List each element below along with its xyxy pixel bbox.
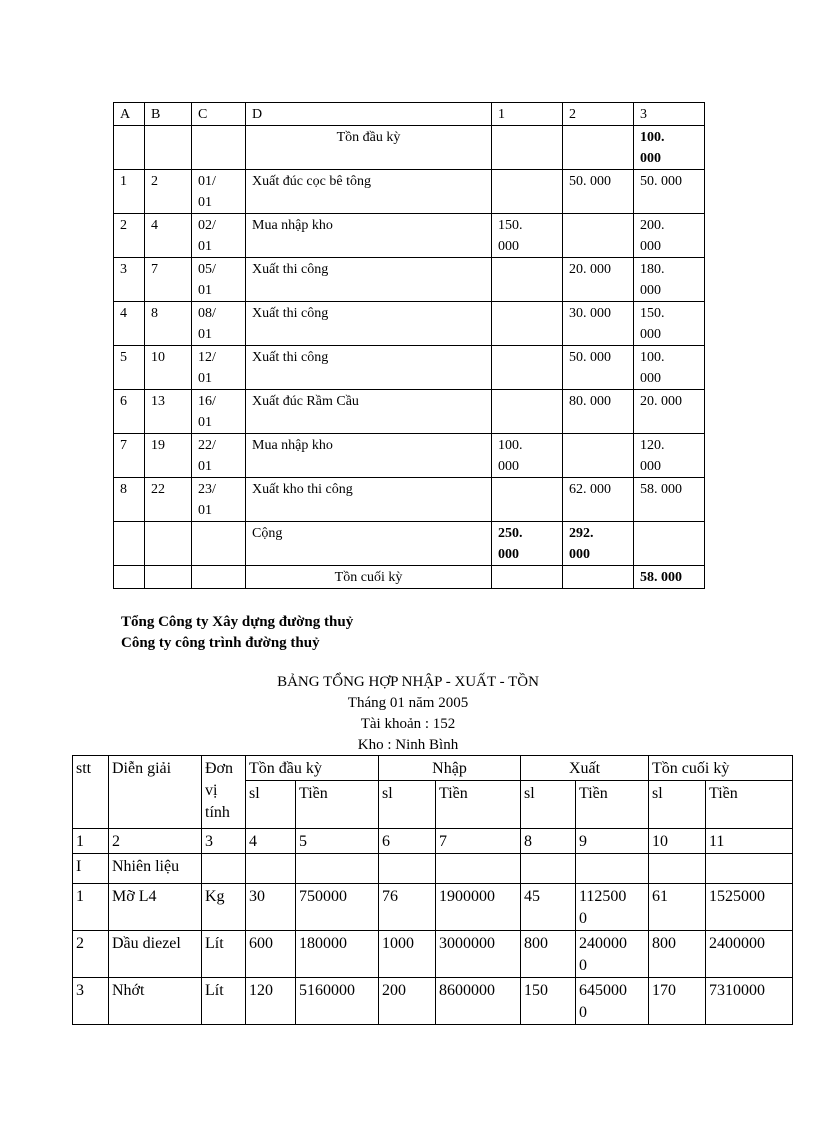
summary-table	[72, 755, 793, 1025]
amount-in: 150. 000	[492, 214, 563, 258]
closing-label: Tồn cuối kỳ	[246, 566, 492, 589]
import-qty: 200	[379, 978, 436, 1025]
voucher-number: 8	[145, 302, 192, 346]
voucher-date: 08/ 01	[192, 302, 246, 346]
description: Xuất thi công	[246, 302, 492, 346]
report-month: Tháng 01 năm 2005	[347, 695, 469, 711]
balance: 100. 000	[634, 346, 705, 390]
amount-out	[563, 214, 634, 258]
header-amount: Tiền	[436, 781, 521, 829]
item-description: Dầu diezel	[109, 931, 202, 978]
balance: 120. 000	[634, 434, 705, 478]
column-number: 1	[73, 829, 109, 854]
table-row	[114, 390, 705, 434]
closing-amount: 7310000	[706, 978, 793, 1025]
table-row	[114, 214, 705, 258]
summary-header-row-1	[73, 756, 793, 781]
voucher-number: 4	[145, 214, 192, 258]
opening-balance-row	[114, 126, 705, 170]
description: Mua nhập kho	[246, 214, 492, 258]
column-number: 9	[576, 829, 649, 854]
opening-amount: 180000	[296, 931, 379, 978]
amount-in	[492, 346, 563, 390]
voucher-number: 19	[145, 434, 192, 478]
header-stt: stt	[73, 756, 109, 829]
voucher-date: 22/ 01	[192, 434, 246, 478]
row-number: 6	[114, 390, 145, 434]
unit: Lít	[202, 978, 246, 1025]
header-cell: 2	[563, 103, 634, 126]
row-number: 1	[114, 170, 145, 214]
row-number: 3	[73, 978, 109, 1025]
item-description: Mỡ L4	[109, 884, 202, 931]
report-title: BẢNG TỔNG HỢP NHẬP - XUẤT - TỒN	[277, 674, 539, 690]
import-amount: 3000000	[436, 931, 521, 978]
description: Mua nhập kho	[246, 434, 492, 478]
closing-qty: 800	[649, 931, 706, 978]
balance: 50. 000	[634, 170, 705, 214]
opening-amount: 5160000	[296, 978, 379, 1025]
balance: 20. 000	[634, 390, 705, 434]
header-qty: sl	[246, 781, 296, 829]
amount-in	[492, 170, 563, 214]
header-unit: Đơn vị tính	[202, 756, 246, 829]
description: Xuất thi công	[246, 258, 492, 302]
table-row	[114, 170, 705, 214]
closing-amount: 2400000	[706, 931, 793, 978]
header-cell: 3	[634, 103, 705, 126]
amount-out: 62. 000	[563, 478, 634, 522]
column-number: 5	[296, 829, 379, 854]
table-row	[73, 931, 793, 978]
total-out: 292. 000	[563, 522, 634, 566]
header-qty: sl	[649, 781, 706, 829]
row-number: 2	[73, 931, 109, 978]
voucher-number: 7	[145, 258, 192, 302]
row-number: 5	[114, 346, 145, 390]
voucher-date: 02/ 01	[192, 214, 246, 258]
closing-qty: 170	[649, 978, 706, 1025]
header-import: Nhập	[379, 756, 521, 781]
unit: Kg	[202, 884, 246, 931]
header-export: Xuất	[521, 756, 649, 781]
voucher-number: 2	[145, 170, 192, 214]
description: Xuất đúc Rầm Cầu	[246, 390, 492, 434]
export-amount: 240000 0	[576, 931, 649, 978]
amount-out: 20. 000	[563, 258, 634, 302]
opening-balance: 100. 000	[634, 126, 705, 170]
description: Xuất kho thi công	[246, 478, 492, 522]
header-description: Diễn giải	[109, 756, 202, 829]
header-cell: A	[114, 103, 145, 126]
row-number: 3	[114, 258, 145, 302]
column-number: 6	[379, 829, 436, 854]
report-account: Tài khoản : 152	[360, 716, 456, 732]
opening-amount: 750000	[296, 884, 379, 931]
row-number: 4	[114, 302, 145, 346]
import-qty: 1000	[379, 931, 436, 978]
voucher-date: 12/ 01	[192, 346, 246, 390]
closing-qty: 61	[649, 884, 706, 931]
opening-qty: 120	[246, 978, 296, 1025]
org-parent: Tổng Công ty Xây dựng đường thuỷ	[121, 614, 354, 630]
header-cell: D	[246, 103, 492, 126]
voucher-date: 23/ 01	[192, 478, 246, 522]
amount-in	[492, 390, 563, 434]
import-amount: 8600000	[436, 978, 521, 1025]
table-row	[114, 346, 705, 390]
row-number: 8	[114, 478, 145, 522]
item-description: Nhớt	[109, 978, 202, 1025]
voucher-number: 10	[145, 346, 192, 390]
closing-balance-row	[114, 566, 705, 589]
column-number: 10	[649, 829, 706, 854]
column-number: 8	[521, 829, 576, 854]
ledger-table	[113, 102, 705, 589]
balance: 200. 000	[634, 214, 705, 258]
column-number: 3	[202, 829, 246, 854]
amount-out: 30. 000	[563, 302, 634, 346]
amount-in	[492, 258, 563, 302]
group-name: Nhiên liệu	[109, 854, 202, 884]
amount-in	[492, 302, 563, 346]
balance: 58. 000	[634, 478, 705, 522]
table-row	[73, 978, 793, 1025]
export-qty: 45	[521, 884, 576, 931]
description: Xuất thi công	[246, 346, 492, 390]
description: Xuất đúc cọc bê tông	[246, 170, 492, 214]
column-number: 11	[706, 829, 793, 854]
amount-in: 100. 000	[492, 434, 563, 478]
header-qty: sl	[379, 781, 436, 829]
group-code: I	[73, 854, 109, 884]
voucher-date: 16/ 01	[192, 390, 246, 434]
export-amount: 645000 0	[576, 978, 649, 1025]
voucher-number: 22	[145, 478, 192, 522]
export-qty: 150	[521, 978, 576, 1025]
opening-qty: 600	[246, 931, 296, 978]
header-closing: Tồn cuối kỳ	[649, 756, 793, 781]
closing-amount: 1525000	[706, 884, 793, 931]
amount-in	[492, 478, 563, 522]
table-row	[114, 258, 705, 302]
table-row	[114, 302, 705, 346]
header-cell: 1	[492, 103, 563, 126]
amount-out: 80. 000	[563, 390, 634, 434]
ledger-rows	[114, 170, 705, 522]
row-number: 7	[114, 434, 145, 478]
import-amount: 1900000	[436, 884, 521, 931]
summary-rows	[73, 884, 793, 1025]
header-opening: Tồn đầu kỳ	[246, 756, 379, 781]
amount-out	[563, 434, 634, 478]
export-amount: 112500 0	[576, 884, 649, 931]
opening-qty: 30	[246, 884, 296, 931]
group-row	[73, 854, 793, 884]
report-warehouse: Kho : Ninh Bình	[357, 737, 459, 753]
header-amount: Tiền	[296, 781, 379, 829]
opening-label: Tồn đầu kỳ	[246, 126, 492, 170]
total-in: 250. 000	[492, 522, 563, 566]
balance: 180. 000	[634, 258, 705, 302]
unit: Lít	[202, 931, 246, 978]
import-qty: 76	[379, 884, 436, 931]
column-number: 4	[246, 829, 296, 854]
org-company: Công ty công trình đường thuỷ	[121, 635, 320, 651]
table-row	[114, 434, 705, 478]
balance: 150. 000	[634, 302, 705, 346]
row-number: 1	[73, 884, 109, 931]
amount-out: 50. 000	[563, 346, 634, 390]
column-number-row	[73, 829, 793, 854]
header-cell: B	[145, 103, 192, 126]
header-qty: sl	[521, 781, 576, 829]
column-number: 7	[436, 829, 521, 854]
export-qty: 800	[521, 931, 576, 978]
amount-out: 50. 000	[563, 170, 634, 214]
table-row	[114, 478, 705, 522]
column-number: 2	[109, 829, 202, 854]
voucher-date: 01/ 01	[192, 170, 246, 214]
total-label: Cộng	[246, 522, 492, 566]
total-row	[114, 522, 705, 566]
header-amount: Tiền	[706, 781, 793, 829]
closing-balance: 58. 000	[634, 566, 705, 589]
row-number: 2	[114, 214, 145, 258]
ledger-header-row	[114, 103, 705, 126]
voucher-number: 13	[145, 390, 192, 434]
header-amount: Tiền	[576, 781, 649, 829]
header-cell: C	[192, 103, 246, 126]
voucher-date: 05/ 01	[192, 258, 246, 302]
table-row	[73, 884, 793, 931]
